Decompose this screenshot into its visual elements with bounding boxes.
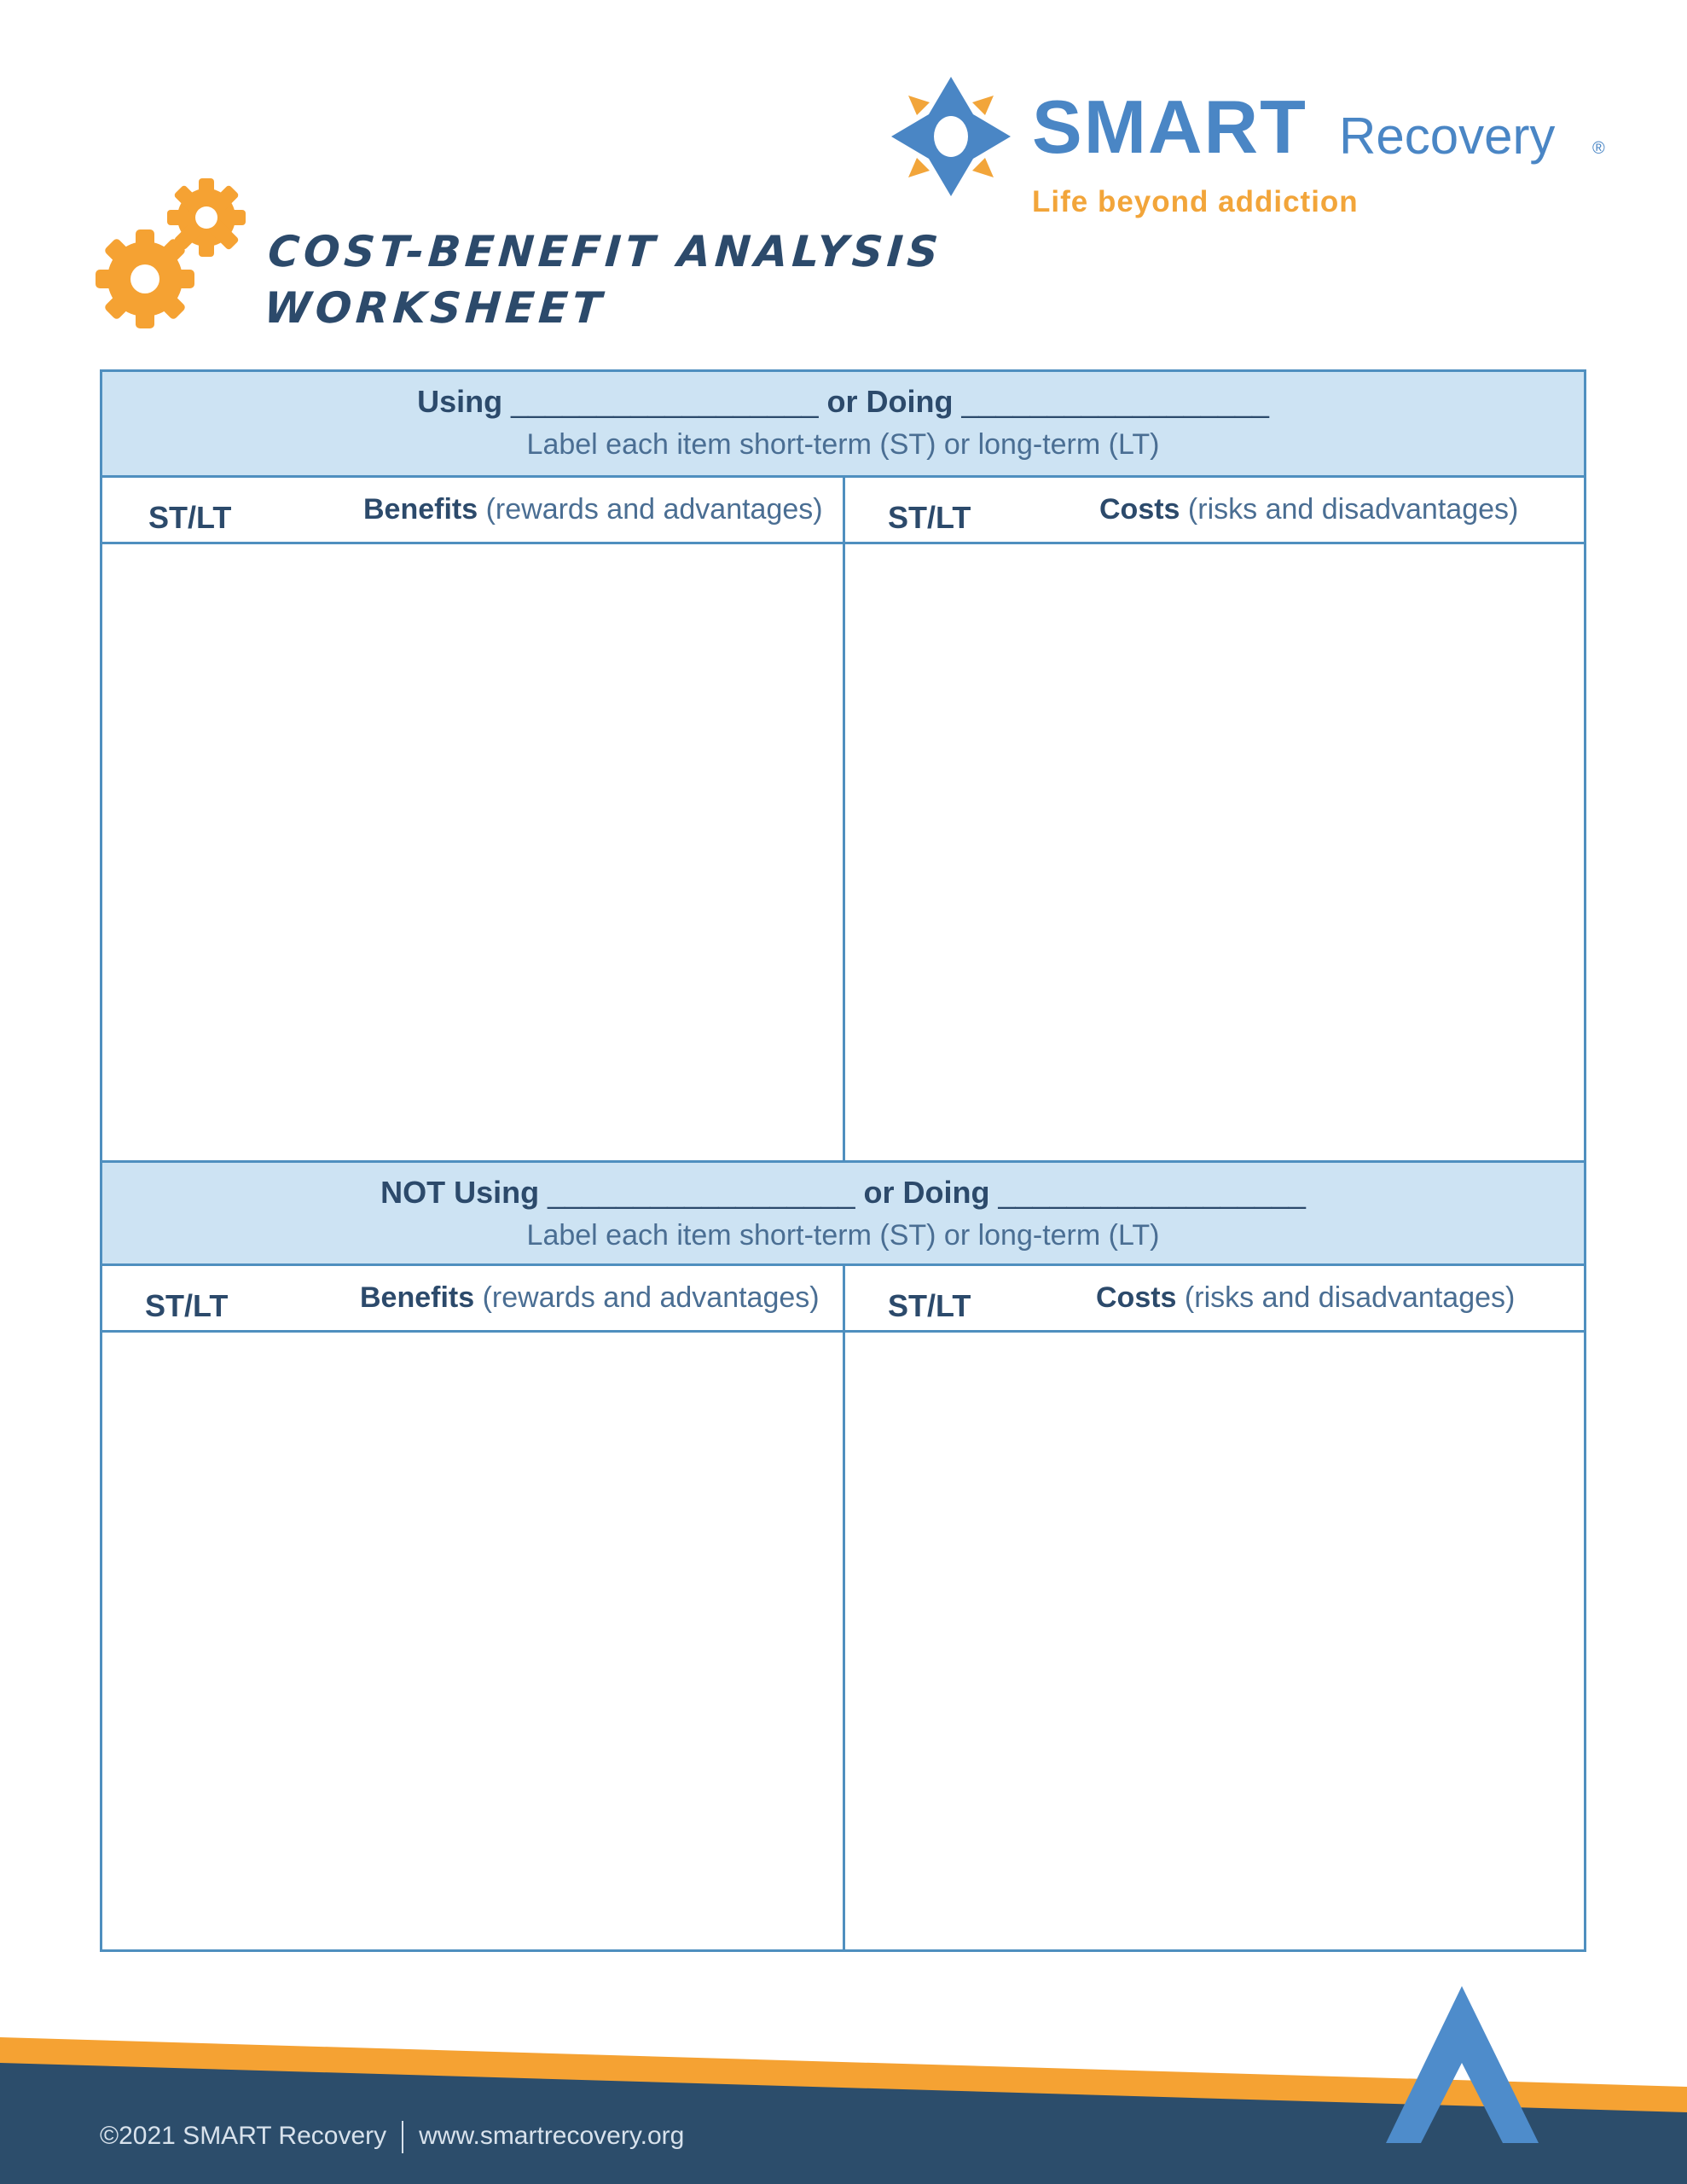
stlt-label: ST/LT — [888, 1288, 971, 1323]
stlt-label: ST/LT — [888, 500, 971, 535]
benefits-entry-area[interactable] — [102, 544, 843, 1163]
section-not-using-header — [102, 1160, 1584, 1266]
costs-title — [1096, 1281, 1515, 1315]
section-instruction: Label each item short-term (ST) or long-term (LT) — [526, 428, 1160, 461]
heading-prefix: NOT Using — [380, 1175, 540, 1210]
page-title — [262, 224, 944, 336]
costs-column-header — [845, 1266, 1584, 1330]
column-divider — [843, 544, 845, 1163]
benefits-column-header — [102, 478, 843, 542]
column-subtitle: (rewards and advantages) — [482, 1281, 820, 1314]
logo-recovery-text: Recovery — [1339, 107, 1556, 165]
registered-mark: ® — [1592, 139, 1605, 158]
column-subtitle: (risks and disadvantages) — [1184, 1281, 1516, 1314]
costs-column-header — [845, 478, 1584, 542]
doing-blank-field[interactable]: __________________ — [961, 384, 1269, 419]
costs-title — [1099, 493, 1518, 526]
column-divider — [843, 478, 845, 542]
column-divider — [843, 1333, 845, 1949]
logo-smart-text: SMART — [1032, 84, 1307, 169]
costs-entry-area[interactable] — [845, 544, 1584, 1163]
heading-middle: or Doing — [863, 1175, 990, 1210]
footer-separator — [402, 2121, 403, 2153]
title-line-2: WORKSHEET — [262, 283, 607, 333]
column-title: Costs — [1096, 1281, 1177, 1314]
section-using-header — [102, 372, 1584, 478]
section-not-using-body — [102, 1333, 1584, 1949]
costs-entry-area[interactable] — [845, 1333, 1584, 1949]
column-divider — [843, 1266, 845, 1330]
doing-blank-field[interactable]: __________________ — [998, 1175, 1306, 1210]
website-link[interactable]: www.smartrecovery.org — [419, 2121, 685, 2150]
heading-prefix: Using — [417, 384, 503, 419]
footer-text — [100, 2121, 684, 2153]
logo-tagline: Life beyond addiction — [1032, 185, 1359, 218]
stlt-label: ST/LT — [145, 1288, 229, 1323]
column-header-row — [102, 478, 1584, 544]
compass-star-icon — [891, 77, 1011, 196]
column-title: Benefits — [363, 493, 478, 526]
benefits-title — [360, 1281, 820, 1315]
smart-recovery-logo — [891, 73, 1605, 226]
benefits-title — [363, 493, 823, 526]
title-line-1: COST-BENEFIT ANALYSIS — [266, 227, 944, 276]
column-subtitle: (risks and disadvantages) — [1187, 493, 1519, 526]
column-subtitle: (rewards and advantages) — [485, 493, 823, 526]
section-heading — [102, 384, 1584, 420]
benefits-column-header — [102, 1266, 843, 1330]
heading-middle: or Doing — [826, 384, 954, 419]
section-instruction: Label each item short-term (ST) or long-term (LT) — [526, 1219, 1160, 1252]
not-using-blank-field[interactable]: __________________ — [548, 1175, 855, 1210]
benefits-entry-area[interactable] — [102, 1333, 843, 1949]
footer — [0, 1962, 1687, 2184]
stlt-label: ST/LT — [148, 500, 232, 535]
section-heading — [102, 1175, 1584, 1211]
copyright-text: ©2021 SMART Recovery — [100, 2121, 387, 2150]
column-title: Benefits — [360, 1281, 475, 1314]
column-header-row — [102, 1266, 1584, 1333]
section-using-body — [102, 544, 1584, 1163]
using-blank-field[interactable]: __________________ — [511, 384, 819, 419]
column-title: Costs — [1099, 493, 1180, 526]
gears-icon — [94, 175, 256, 337]
worksheet-table — [100, 369, 1586, 1952]
